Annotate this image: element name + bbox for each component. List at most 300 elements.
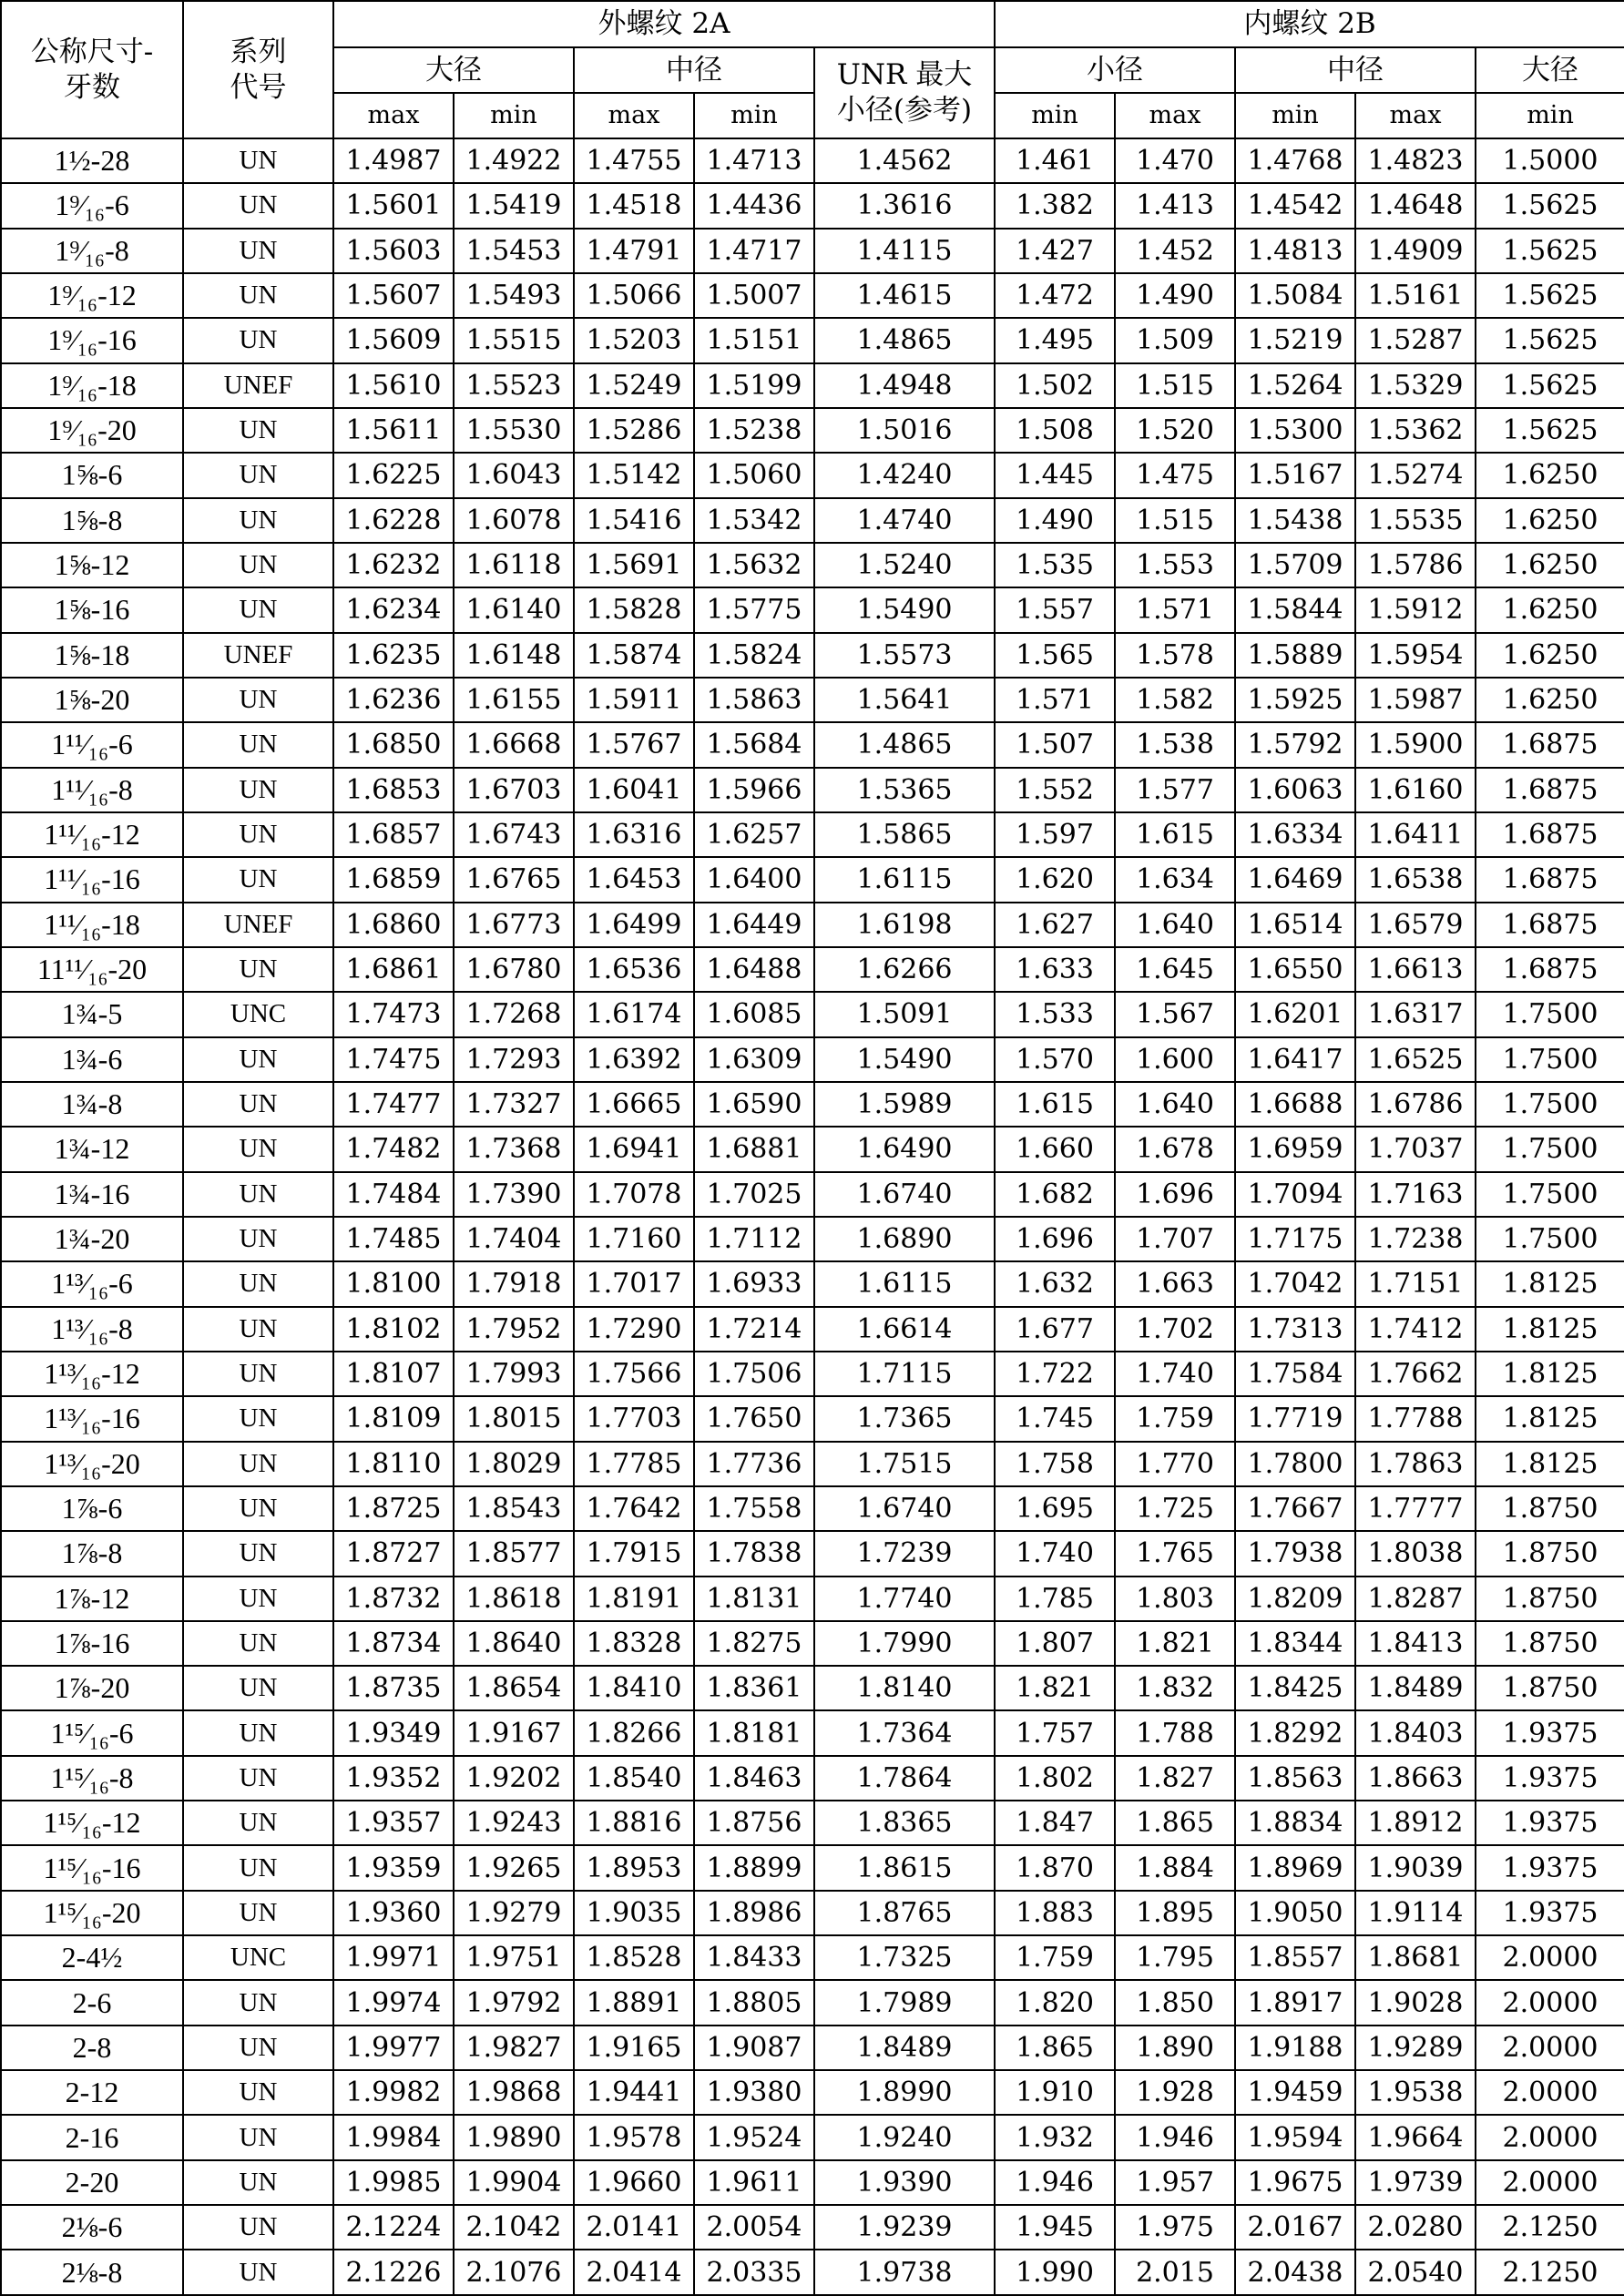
cell-ext-pitch-min: 1.8805 [694, 1980, 814, 2025]
cell-nominal-size: 1⁹⁄₁₆-20 [1, 408, 183, 453]
cell-unr-minor-max: 1.4115 [814, 229, 995, 273]
cell-ext-major-max: 1.5611 [333, 408, 454, 453]
cell-nominal-size: 1¹³⁄₁₆-16 [1, 1396, 183, 1441]
cell-ext-pitch-min: 1.5824 [694, 633, 814, 678]
cell-int-pitch-max: 1.6538 [1355, 857, 1476, 902]
cell-ext-pitch-min: 1.7214 [694, 1307, 814, 1352]
cell-series: UN [183, 1217, 333, 1261]
cell-unr-minor-max: 1.6490 [814, 1127, 995, 1171]
cell-ext-pitch-max: 1.7160 [574, 1217, 694, 1261]
cell-nominal-size: 2-12 [1, 2070, 183, 2115]
cell-ext-major-max: 1.5607 [333, 273, 454, 318]
cell-int-minor-max: 1.957 [1115, 2160, 1235, 2205]
cell-int-pitch-min: 1.5219 [1235, 318, 1355, 362]
cell-int-major-min: 1.8750 [1476, 1486, 1624, 1531]
cell-ext-pitch-max: 1.9578 [574, 2115, 694, 2159]
cell-int-minor-max: 1.895 [1115, 1891, 1235, 1935]
cell-series: UNEF [183, 633, 333, 678]
cell-ext-major-min: 1.5515 [454, 318, 574, 362]
cell-int-major-min: 1.7500 [1476, 1172, 1624, 1217]
cell-int-pitch-max: 1.7777 [1355, 1486, 1476, 1531]
cell-nominal-size: 1¹¹⁄₁₆-16 [1, 857, 183, 902]
cell-ext-major-min: 1.6155 [454, 678, 574, 722]
cell-int-pitch-min: 1.5792 [1235, 722, 1355, 767]
cell-int-minor-max: 1.645 [1115, 947, 1235, 992]
cell-int-minor-min: 1.571 [995, 678, 1115, 722]
cell-ext-pitch-min: 1.7506 [694, 1352, 814, 1396]
cell-unr-minor-max: 1.4948 [814, 363, 995, 408]
cell-ext-pitch-min: 1.5238 [694, 408, 814, 453]
cell-ext-pitch-min: 1.4713 [694, 138, 814, 183]
cell-ext-major-min: 1.8618 [454, 1577, 574, 1621]
cell-series: UN [183, 768, 333, 812]
cell-ext-major-min: 1.9792 [454, 1980, 574, 2025]
cell-int-pitch-min: 1.7667 [1235, 1486, 1355, 1531]
cell-int-minor-min: 1.759 [995, 1935, 1115, 1980]
sub-header-ext-major-max: max [333, 93, 454, 138]
table-row [1, 1710, 1624, 1755]
cell-int-pitch-max: 1.6786 [1355, 1082, 1476, 1127]
cell-unr-minor-max: 1.8990 [814, 2070, 995, 2115]
cell-ext-pitch-max: 1.5874 [574, 633, 694, 678]
cell-ext-pitch-min: 1.9380 [694, 2070, 814, 2115]
cell-nominal-size: 2-4½ [1, 1935, 183, 1980]
cell-ext-major-min: 1.7368 [454, 1127, 574, 1171]
cell-nominal-size: 2⅛-8 [1, 2250, 183, 2295]
cell-int-minor-max: 1.640 [1115, 903, 1235, 947]
cell-ext-major-max: 1.5609 [333, 318, 454, 362]
cell-ext-major-max: 2.1224 [333, 2205, 454, 2250]
cell-nominal-size: 1¾-5 [1, 992, 183, 1036]
cell-ext-major-min: 1.7918 [454, 1261, 574, 1306]
cell-series: UN [183, 1621, 333, 1666]
table-row [1, 1396, 1624, 1441]
cell-int-pitch-max: 1.8038 [1355, 1531, 1476, 1576]
cell-unr-minor-max: 1.4865 [814, 722, 995, 767]
cell-ext-major-max: 1.7477 [333, 1082, 454, 1127]
cell-ext-major-max: 1.9985 [333, 2160, 454, 2205]
cell-int-pitch-min: 1.5084 [1235, 273, 1355, 318]
cell-int-minor-min: 1.615 [995, 1082, 1115, 1127]
cell-int-pitch-min: 1.8344 [1235, 1621, 1355, 1666]
table-row [1, 1577, 1624, 1621]
cell-int-minor-min: 1.820 [995, 1980, 1115, 2025]
cell-int-pitch-max: 1.5535 [1355, 498, 1476, 543]
cell-nominal-size: 2-8 [1, 2026, 183, 2070]
cell-ext-pitch-max: 1.6316 [574, 812, 694, 857]
table-row [1, 1037, 1624, 1082]
table-row [1, 1935, 1624, 1980]
cell-int-minor-min: 1.472 [995, 273, 1115, 318]
cell-ext-pitch-min: 1.8899 [694, 1845, 814, 1890]
cell-int-pitch-max: 1.5329 [1355, 363, 1476, 408]
cell-int-major-min: 2.1250 [1476, 2250, 1624, 2295]
group-header-external-2a: 外螺纹 2A [333, 1, 995, 47]
cell-int-minor-max: 1.975 [1115, 2205, 1235, 2250]
cell-ext-pitch-min: 1.5684 [694, 722, 814, 767]
cell-unr-minor-max: 1.6890 [814, 1217, 995, 1261]
cell-int-pitch-max: 1.6160 [1355, 768, 1476, 812]
table-row [1, 1082, 1624, 1127]
cell-ext-pitch-min: 1.5863 [694, 678, 814, 722]
cell-int-pitch-min: 1.6688 [1235, 1082, 1355, 1127]
cell-ext-major-max: 1.6232 [333, 543, 454, 587]
col-header-nominal-size: 公称尺寸- 牙数 [1, 1, 183, 138]
cell-int-minor-max: 1.928 [1115, 2070, 1235, 2115]
cell-series: UN [183, 1531, 333, 1576]
cell-ext-pitch-max: 1.5249 [574, 363, 694, 408]
cell-int-major-min: 1.6250 [1476, 498, 1624, 543]
cell-ext-pitch-min: 1.8463 [694, 1756, 814, 1801]
cell-ext-pitch-min: 1.6257 [694, 812, 814, 857]
cell-ext-major-max: 1.6861 [333, 947, 454, 992]
cell-ext-pitch-max: 1.8410 [574, 1666, 694, 1710]
cell-ext-major-max: 1.9984 [333, 2115, 454, 2159]
cell-int-pitch-min: 1.4813 [1235, 229, 1355, 273]
cell-ext-major-min: 1.9890 [454, 2115, 574, 2159]
cell-int-pitch-min: 1.6334 [1235, 812, 1355, 857]
cell-ext-pitch-min: 1.6400 [694, 857, 814, 902]
cell-int-minor-max: 1.578 [1115, 633, 1235, 678]
cell-unr-minor-max: 1.6614 [814, 1307, 995, 1352]
cell-ext-pitch-max: 1.6499 [574, 903, 694, 947]
cell-int-major-min: 2.0000 [1476, 2115, 1624, 2159]
cell-ext-major-max: 1.7482 [333, 1127, 454, 1171]
cell-int-pitch-min: 1.6201 [1235, 992, 1355, 1036]
cell-int-minor-min: 1.677 [995, 1307, 1115, 1352]
cell-int-minor-min: 1.883 [995, 1891, 1115, 1935]
cell-series: UN [183, 1037, 333, 1082]
cell-nominal-size: 1⅝-12 [1, 543, 183, 587]
cell-int-pitch-max: 1.5987 [1355, 678, 1476, 722]
cell-nominal-size: 1½-28 [1, 138, 183, 183]
cell-int-major-min: 1.6875 [1476, 857, 1624, 902]
cell-ext-pitch-max: 1.4755 [574, 138, 694, 183]
cell-int-minor-max: 1.827 [1115, 1756, 1235, 1801]
cell-int-pitch-max: 1.6525 [1355, 1037, 1476, 1082]
cell-ext-major-min: 1.7293 [454, 1037, 574, 1082]
cell-series: UN [183, 1891, 333, 1935]
cell-ext-pitch-min: 1.9087 [694, 2026, 814, 2070]
cell-int-major-min: 1.8125 [1476, 1261, 1624, 1306]
cell-int-pitch-min: 1.9188 [1235, 2026, 1355, 2070]
cell-int-pitch-max: 2.0540 [1355, 2250, 1476, 2295]
cell-int-minor-max: 1.890 [1115, 2026, 1235, 2070]
cell-int-minor-max: 1.696 [1115, 1172, 1235, 1217]
cell-series: UN [183, 2205, 333, 2250]
cell-nominal-size: 1¾-20 [1, 1217, 183, 1261]
cell-ext-major-max: 1.8102 [333, 1307, 454, 1352]
table-row [1, 678, 1624, 722]
table-row [1, 2250, 1624, 2295]
cell-int-major-min: 1.6250 [1476, 678, 1624, 722]
cell-int-pitch-min: 1.5264 [1235, 363, 1355, 408]
cell-int-minor-max: 1.725 [1115, 1486, 1235, 1531]
cell-ext-pitch-max: 1.8528 [574, 1935, 694, 1980]
cell-int-major-min: 1.8125 [1476, 1352, 1624, 1396]
cell-int-major-min: 1.6250 [1476, 587, 1624, 632]
cell-int-minor-min: 1.461 [995, 138, 1115, 183]
sub-header-ext-pitch-max: max [574, 93, 694, 138]
table-row [1, 138, 1624, 183]
cell-int-pitch-min: 1.8425 [1235, 1666, 1355, 1710]
cell-int-minor-min: 1.910 [995, 2070, 1115, 2115]
cell-int-minor-max: 1.515 [1115, 363, 1235, 408]
cell-int-minor-min: 1.597 [995, 812, 1115, 857]
cell-ext-pitch-min: 1.8986 [694, 1891, 814, 1935]
cell-ext-pitch-max: 1.8816 [574, 1801, 694, 1845]
table-row [1, 453, 1624, 497]
cell-ext-major-max: 1.5603 [333, 229, 454, 273]
cell-int-minor-max: 1.707 [1115, 1217, 1235, 1261]
cell-int-pitch-min: 1.5709 [1235, 543, 1355, 587]
cell-ext-pitch-max: 1.7642 [574, 1486, 694, 1531]
table-row [1, 408, 1624, 453]
cell-ext-pitch-max: 1.6665 [574, 1082, 694, 1127]
cell-series: UN [183, 1172, 333, 1217]
cell-unr-minor-max: 1.9239 [814, 2205, 995, 2250]
cell-unr-minor-max: 1.5865 [814, 812, 995, 857]
cell-ext-pitch-min: 1.6881 [694, 1127, 814, 1171]
cell-int-minor-min: 1.557 [995, 587, 1115, 632]
cell-int-minor-min: 1.565 [995, 633, 1115, 678]
cell-series: UN [183, 1845, 333, 1890]
cell-ext-pitch-max: 1.5203 [574, 318, 694, 362]
cell-ext-pitch-min: 2.0054 [694, 2205, 814, 2250]
cell-series: UN [183, 2026, 333, 2070]
cell-ext-pitch-min: 1.5060 [694, 453, 814, 497]
cell-int-major-min: 2.0000 [1476, 2070, 1624, 2115]
cell-ext-major-min: 2.1042 [454, 2205, 574, 2250]
cell-ext-major-max: 1.6859 [333, 857, 454, 902]
cell-ext-pitch-min: 1.5966 [694, 768, 814, 812]
cell-nominal-size: 1¹⁵⁄₁₆-16 [1, 1845, 183, 1890]
cell-nominal-size: 1⅝-16 [1, 587, 183, 632]
cell-ext-pitch-max: 1.8328 [574, 1621, 694, 1666]
cell-ext-pitch-max: 1.5767 [574, 722, 694, 767]
cell-unr-minor-max: 1.7864 [814, 1756, 995, 1801]
cell-int-minor-min: 1.870 [995, 1845, 1115, 1890]
cell-int-pitch-min: 1.6550 [1235, 947, 1355, 992]
table-row [1, 1666, 1624, 1710]
table-row [1, 1127, 1624, 1171]
cell-unr-minor-max: 1.7365 [814, 1396, 995, 1441]
table-row [1, 1307, 1624, 1352]
cell-int-pitch-max: 1.5161 [1355, 273, 1476, 318]
cell-ext-pitch-max: 1.9165 [574, 2026, 694, 2070]
cell-int-major-min: 1.5625 [1476, 318, 1624, 362]
cell-int-minor-max: 1.520 [1115, 408, 1235, 453]
cell-unr-minor-max: 1.4740 [814, 498, 995, 543]
cell-int-pitch-max: 1.8663 [1355, 1756, 1476, 1801]
cell-ext-major-min: 1.8029 [454, 1442, 574, 1486]
cell-int-pitch-min: 1.4542 [1235, 183, 1355, 228]
cell-ext-pitch-max: 2.0414 [574, 2250, 694, 2295]
table-row [1, 2160, 1624, 2205]
cell-int-minor-max: 1.759 [1115, 1396, 1235, 1441]
cell-unr-minor-max: 1.6740 [814, 1486, 995, 1531]
cell-ext-pitch-max: 1.5066 [574, 273, 694, 318]
cell-int-major-min: 2.0000 [1476, 1935, 1624, 1980]
cell-nominal-size: 1¹¹⁄₁₆-8 [1, 768, 183, 812]
col-header-series: 系列 代号 [183, 1, 333, 138]
cell-int-pitch-min: 1.7094 [1235, 1172, 1355, 1217]
cell-series: UN [183, 947, 333, 992]
cell-ext-pitch-min: 1.8361 [694, 1666, 814, 1710]
cell-ext-pitch-min: 1.5007 [694, 273, 814, 318]
cell-int-major-min: 1.7500 [1476, 1082, 1624, 1127]
cell-int-pitch-min: 1.7719 [1235, 1396, 1355, 1441]
cell-int-pitch-min: 1.8563 [1235, 1756, 1355, 1801]
cell-ext-major-max: 1.6234 [333, 587, 454, 632]
cell-unr-minor-max: 1.5016 [814, 408, 995, 453]
cell-ext-major-max: 1.5601 [333, 183, 454, 228]
cell-ext-major-max: 1.8725 [333, 1486, 454, 1531]
cell-ext-major-max: 1.8110 [333, 1442, 454, 1486]
cell-int-minor-min: 1.570 [995, 1037, 1115, 1082]
cell-ext-major-min: 1.6773 [454, 903, 574, 947]
cell-int-minor-max: 1.452 [1115, 229, 1235, 273]
cell-ext-major-min: 1.6043 [454, 453, 574, 497]
cell-series: UN [183, 2115, 333, 2159]
cell-ext-major-min: 1.8640 [454, 1621, 574, 1666]
cell-ext-major-max: 1.8727 [333, 1531, 454, 1576]
cell-ext-major-min: 1.6140 [454, 587, 574, 632]
cell-nominal-size: 1¹⁵⁄₁₆-6 [1, 1710, 183, 1755]
cell-ext-pitch-min: 1.8275 [694, 1621, 814, 1666]
cell-ext-pitch-max: 1.8891 [574, 1980, 694, 2025]
cell-ext-major-min: 1.9265 [454, 1845, 574, 1890]
cell-ext-pitch-max: 1.6536 [574, 947, 694, 992]
cell-ext-major-max: 1.7475 [333, 1037, 454, 1082]
cell-ext-major-max: 1.6228 [333, 498, 454, 543]
cell-series: UN [183, 138, 333, 183]
cell-int-pitch-max: 1.7863 [1355, 1442, 1476, 1486]
table-row [1, 1352, 1624, 1396]
cell-series: UNC [183, 992, 333, 1036]
cell-int-pitch-max: 1.7412 [1355, 1307, 1476, 1352]
cell-ext-pitch-min: 1.6933 [694, 1261, 814, 1306]
col-header-int-pitch-dia: 中径 [1235, 47, 1476, 93]
table-row [1, 2070, 1624, 2115]
cell-int-minor-max: 1.850 [1115, 1980, 1235, 2025]
cell-int-pitch-max: 1.5900 [1355, 722, 1476, 767]
cell-ext-pitch-max: 1.9441 [574, 2070, 694, 2115]
cell-nominal-size: 2⅛-6 [1, 2205, 183, 2250]
table-row [1, 1980, 1624, 2025]
table-body [1, 138, 1624, 2295]
cell-series: UN [183, 183, 333, 228]
cell-series: UN [183, 722, 333, 767]
cell-series: UN [183, 1710, 333, 1755]
col-header-int-minor-dia: 小径 [995, 47, 1235, 93]
cell-ext-pitch-max: 1.6453 [574, 857, 694, 902]
col-header-ext-pitch-dia: 中径 [574, 47, 814, 93]
cell-int-pitch-min: 1.7175 [1235, 1217, 1355, 1261]
cell-int-pitch-min: 1.7800 [1235, 1442, 1355, 1486]
cell-int-pitch-min: 1.7313 [1235, 1307, 1355, 1352]
cell-series: UN [183, 498, 333, 543]
cell-nominal-size: 1⅝-8 [1, 498, 183, 543]
cell-ext-pitch-max: 1.5828 [574, 587, 694, 632]
cell-ext-major-min: 1.4922 [454, 138, 574, 183]
sub-header-ext-pitch-min: min [694, 93, 814, 138]
cell-ext-pitch-max: 1.5416 [574, 498, 694, 543]
cell-int-major-min: 2.0000 [1476, 2026, 1624, 2070]
cell-ext-pitch-max: 2.0141 [574, 2205, 694, 2250]
cell-int-pitch-min: 1.9675 [1235, 2160, 1355, 2205]
table-row [1, 363, 1624, 408]
cell-ext-major-min: 1.6668 [454, 722, 574, 767]
cell-int-major-min: 1.6875 [1476, 947, 1624, 992]
cell-int-major-min: 1.5625 [1476, 183, 1624, 228]
cell-unr-minor-max: 1.8765 [814, 1891, 995, 1935]
cell-series: UN [183, 1442, 333, 1486]
cell-int-major-min: 1.8125 [1476, 1307, 1624, 1352]
cell-int-pitch-min: 1.5925 [1235, 678, 1355, 722]
cell-ext-major-min: 1.7952 [454, 1307, 574, 1352]
cell-ext-pitch-min: 1.7112 [694, 1217, 814, 1261]
cell-nominal-size: 1⁹⁄₁₆-16 [1, 318, 183, 362]
table-row [1, 318, 1624, 362]
cell-unr-minor-max: 1.4240 [814, 453, 995, 497]
cell-int-pitch-min: 1.7584 [1235, 1352, 1355, 1396]
cell-int-pitch-min: 1.4768 [1235, 138, 1355, 183]
col-header-int-major-dia: 大径 [1476, 47, 1624, 93]
cell-unr-minor-max: 1.7115 [814, 1352, 995, 1396]
table-row [1, 183, 1624, 228]
cell-int-pitch-min: 1.5889 [1235, 633, 1355, 678]
cell-unr-minor-max: 1.6198 [814, 903, 995, 947]
cell-int-major-min: 1.7500 [1476, 992, 1624, 1036]
cell-unr-minor-max: 1.7990 [814, 1621, 995, 1666]
cell-ext-major-max: 1.4987 [333, 138, 454, 183]
cell-ext-major-min: 1.9202 [454, 1756, 574, 1801]
cell-int-minor-max: 1.765 [1115, 1531, 1235, 1576]
cell-ext-major-max: 1.9977 [333, 2026, 454, 2070]
cell-ext-major-min: 1.7390 [454, 1172, 574, 1217]
table-row [1, 543, 1624, 587]
cell-ext-major-min: 1.6743 [454, 812, 574, 857]
table-row [1, 1845, 1624, 1890]
cell-int-major-min: 1.7500 [1476, 1217, 1624, 1261]
cell-unr-minor-max: 1.6115 [814, 1261, 995, 1306]
col-header-ext-major-dia: 大径 [333, 47, 574, 93]
cell-ext-pitch-min: 1.5775 [694, 587, 814, 632]
cell-ext-pitch-min: 1.6488 [694, 947, 814, 992]
cell-unr-minor-max: 1.5989 [814, 1082, 995, 1127]
cell-int-major-min: 1.8125 [1476, 1442, 1624, 1486]
cell-ext-major-min: 1.7993 [454, 1352, 574, 1396]
sub-header-int-minor-max: max [1115, 93, 1235, 138]
cell-nominal-size: 1⅞-6 [1, 1486, 183, 1531]
cell-ext-major-min: 1.7268 [454, 992, 574, 1036]
cell-ext-major-min: 2.1076 [454, 2250, 574, 2295]
cell-int-minor-max: 1.884 [1115, 1845, 1235, 1890]
cell-int-pitch-min: 1.9459 [1235, 2070, 1355, 2115]
cell-int-pitch-max: 1.9664 [1355, 2115, 1476, 2159]
cell-int-pitch-max: 1.5786 [1355, 543, 1476, 587]
table-row [1, 1801, 1624, 1845]
cell-nominal-size: 2-16 [1, 2115, 183, 2159]
cell-int-minor-max: 1.832 [1115, 1666, 1235, 1710]
cell-int-pitch-max: 1.5274 [1355, 453, 1476, 497]
cell-ext-major-max: 1.6853 [333, 768, 454, 812]
cell-ext-major-min: 1.5493 [454, 273, 574, 318]
cell-series: UN [183, 543, 333, 587]
cell-int-minor-max: 1.577 [1115, 768, 1235, 812]
table-row [1, 633, 1624, 678]
